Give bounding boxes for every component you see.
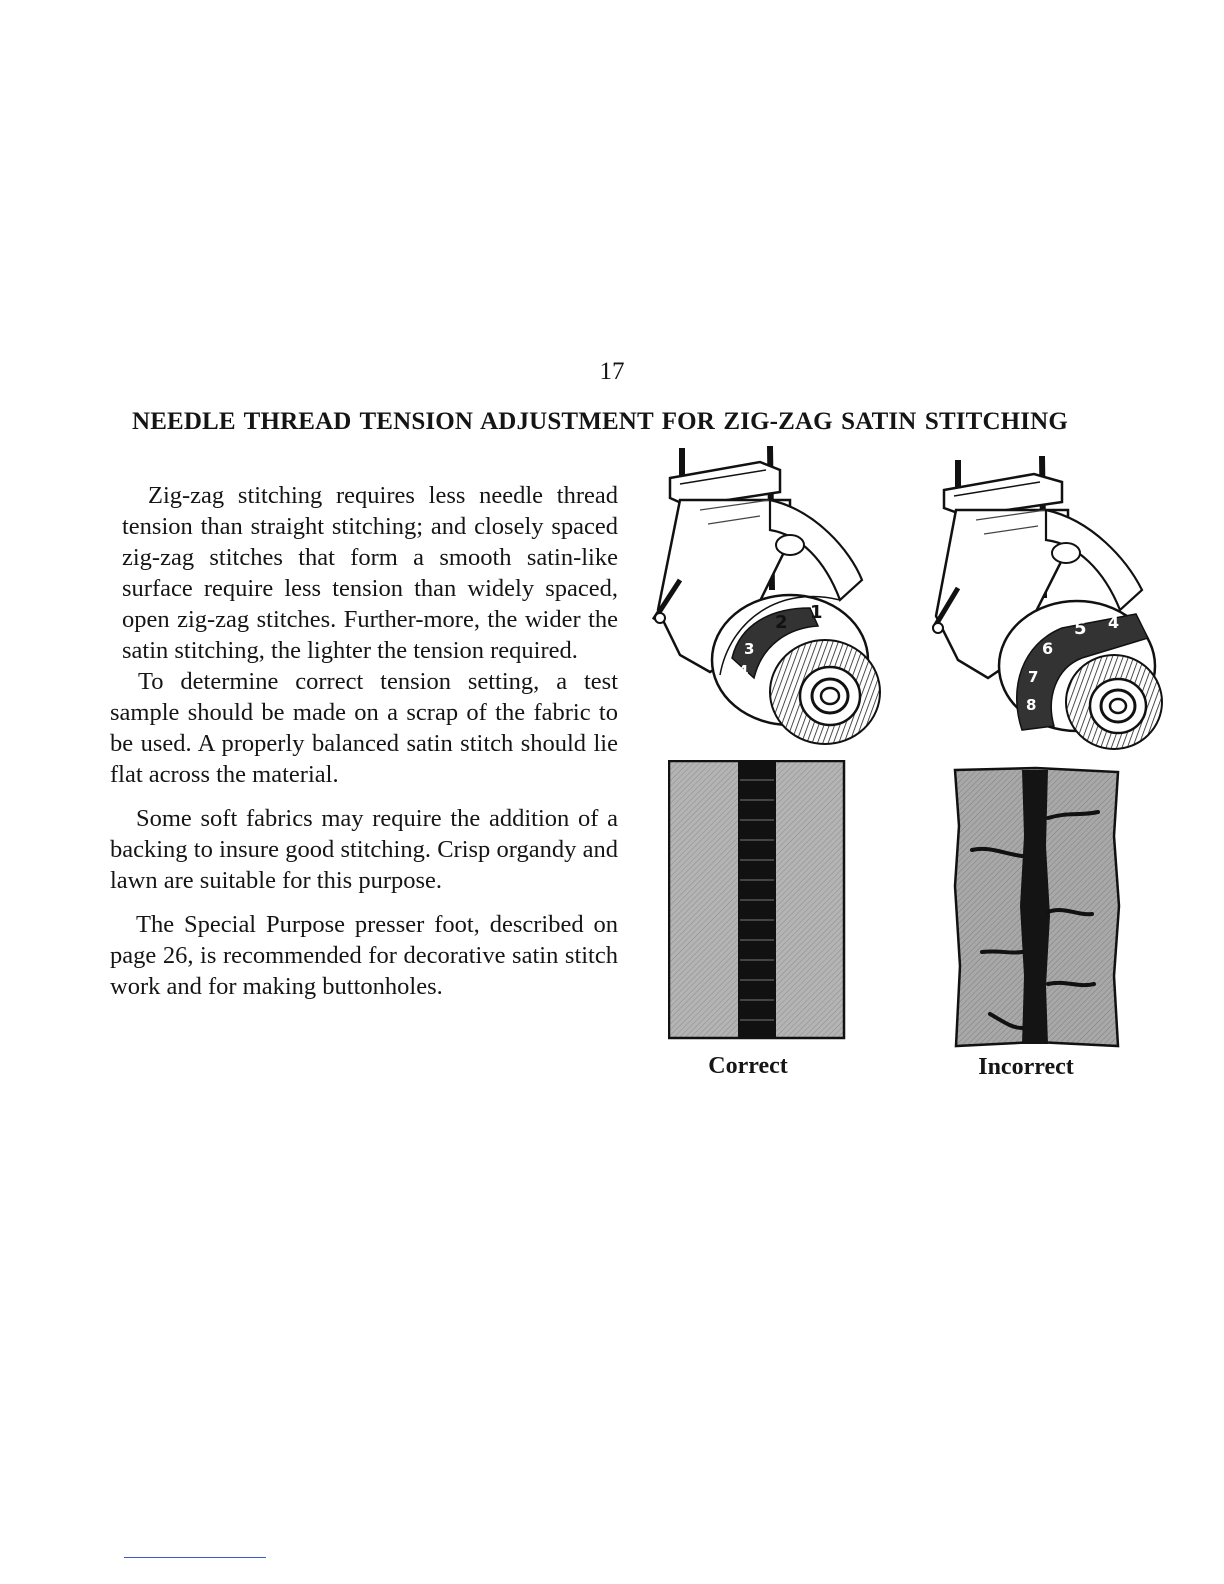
paragraph-tension-intro: Zig-zag stitching requires less needle thread tension than straight stitching; and closely spaced zig-zag stitches that form a smooth satin-like surface require less tension than widely spaced, open zig-zag stitches. Further-more, the wider the satin stitching, the lighter the tension required.: [122, 482, 618, 664]
satin-stitch-column: [1020, 770, 1050, 1044]
correct-caption: Correct: [708, 1053, 788, 1079]
footnote-rule: [124, 1557, 266, 1558]
dial-number: 3: [744, 640, 755, 658]
paragraph-presser-foot: The Special Purpose presser foot, described on page 26, is recommended for decorative satin stitch work and for making buttonholes.: [110, 911, 618, 1000]
dial-number: 4: [738, 662, 749, 680]
paragraph-backing: Some soft fabrics may require the addition of a backing to insure good stitching. Crisp organdy and lawn are suitable for this purpose.: [110, 805, 618, 894]
paragraph-test-sample: To determine correct tension setting, a test sample should be made on a scrap of the fabric to be used. A properly balanced satin stitch should lie flat across the material.: [110, 668, 618, 788]
incorrect-stitch-sample: [952, 766, 1122, 1050]
dial-number: 6: [1042, 639, 1054, 658]
dial-number: 2: [775, 612, 788, 633]
dial-number: 4: [1108, 613, 1120, 632]
dial-number: 8: [1026, 696, 1037, 714]
body-text: [110, 480, 618, 1002]
correct-stitch-sample: [668, 760, 846, 1040]
dial-number: 7: [1028, 668, 1039, 686]
incorrect-caption: Incorrect: [978, 1054, 1074, 1080]
dial-number: 1: [810, 602, 823, 623]
dial-number: 5: [1074, 618, 1087, 639]
incorrect-tension-dial-illustration: [922, 448, 1167, 753]
page-number: 17: [599, 358, 625, 385]
correct-tension-dial-illustration: [640, 440, 885, 745]
page-title: NEEDLE THREAD TENSION ADJUSTMENT FOR ZIG-ZAG SATIN STITCHING: [132, 408, 1068, 435]
